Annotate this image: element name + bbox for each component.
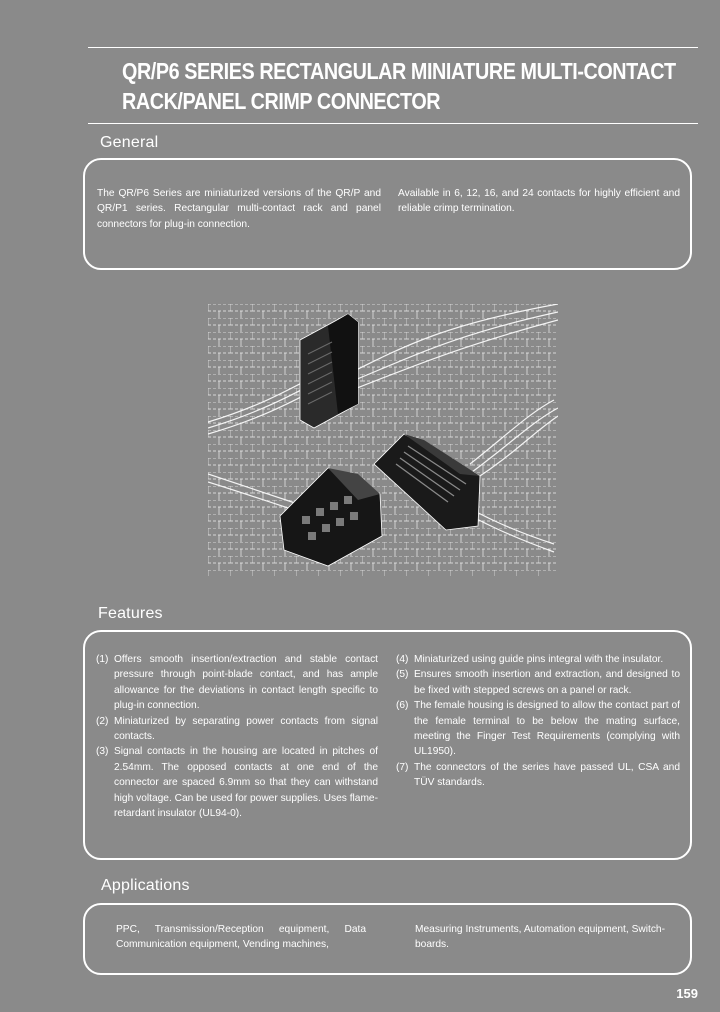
title-rule <box>88 123 698 124</box>
top-rule <box>88 47 698 48</box>
applications-right-text: Measuring Instruments, Automation equipment, Switch-boards. <box>415 924 665 951</box>
title-line-2: RACK/PANEL CRIMP CONNECTOR <box>122 88 441 114</box>
feature-item-3: (3) Signal contacts in the housing are located in pitches of 2.54mm. The opposed contacts at one end of the connector are spaced 6.9mm so that they can withstand high voltage. Can be used for power supplies. Uses flame-retardant insulator (UL94-0). <box>96 746 378 820</box>
applications-heading: Applications <box>101 877 190 894</box>
general-right-text: Available in 6, 12, 16, and 24 contacts for highly efficient and reliable crimp termination. <box>398 188 680 215</box>
features-right-column <box>396 652 680 791</box>
features-heading: Features <box>98 605 163 622</box>
general-heading: General <box>100 134 159 151</box>
applications-left-text: PPC, Transmission/Reception equipment, Data Communication equipment, Vending machines, <box>116 924 366 951</box>
title-line-1: QR/P6 SERIES RECTANGULAR MINIATURE MULTI-CONTACT <box>122 58 676 84</box>
feature-item-2: (2) Miniaturized by separating power contacts from signal contacts. <box>96 715 378 743</box>
feature-item-4: (4) Miniaturized using guide pins integral with the insulator. <box>396 654 664 665</box>
general-left-text: The QR/P6 Series are miniaturized versions of the QR/P and QR/P1 series. Rectangular multi-contact rack and panel connectors for plug-in connection. <box>97 188 381 230</box>
page-number: 159 <box>676 986 698 1001</box>
feature-item-1: (1) Offers smooth insertion/extraction and stable contact pressure through point-blade contact, and has ample allowance for the deviations in contact length specific to plug-in connection. <box>96 654 378 712</box>
feature-item-7: (7) The connectors of the series have passed UL, CSA and TÜV standards. <box>396 761 680 789</box>
page-title <box>122 56 676 116</box>
feature-item-5: (5) Ensures smooth insertion and extraction, and designed to be fixed with stepped screws on a panel or rack. <box>396 669 680 696</box>
features-left-column <box>96 652 378 821</box>
connector-photo-icon <box>208 304 558 576</box>
feature-item-6: (6) The female housing is designed to allow the contact part of the female terminal to be below the mating surface, meeting the Finger Test Requirements (complying with UL1950). <box>396 700 680 758</box>
